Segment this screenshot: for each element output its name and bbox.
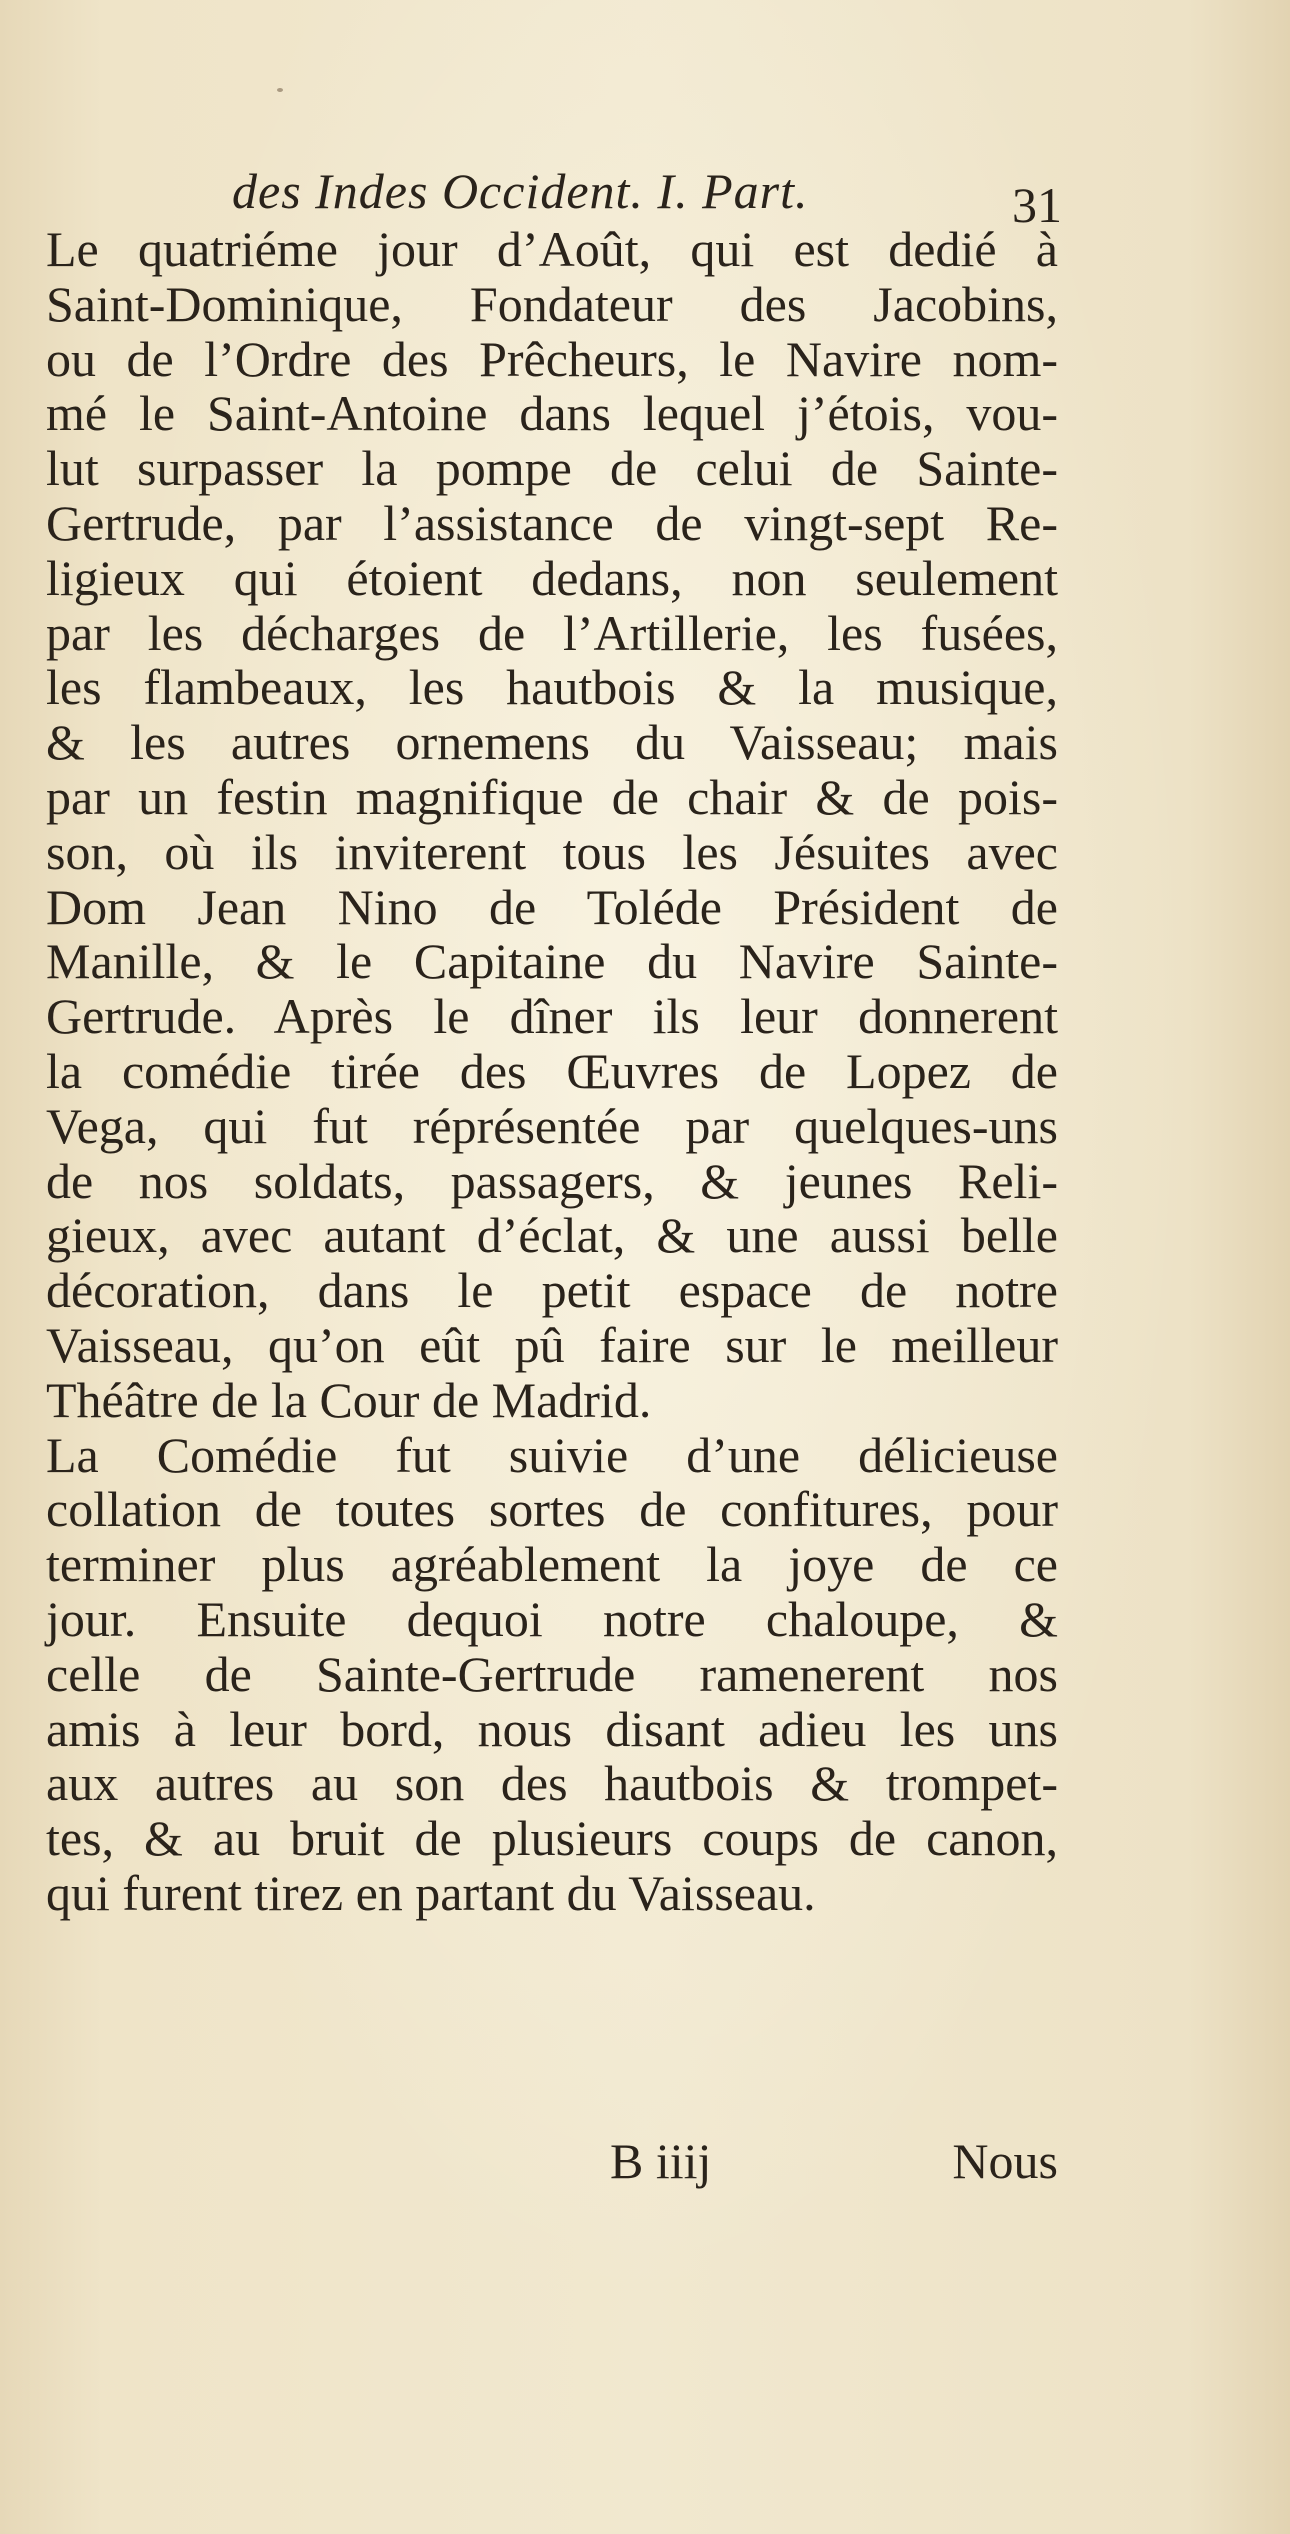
text-line: par les décharges de l’Artillerie, les fusées,	[46, 604, 1058, 661]
text-line: Le quatriéme jour d’Août, qui est dedié à	[46, 221, 1058, 277]
text-line: terminer plus agréablement la joye de ce	[46, 1536, 1058, 1593]
running-title: des Indes Occident. I. Part.	[232, 163, 809, 219]
text-line: Manille, & le Capitaine du Navire Sainte-	[46, 933, 1058, 990]
text-line: la comédie tirée des Œuvres de Lopez de	[46, 1042, 1058, 1099]
text-line: aux autres au son des hautbois & trompet-	[46, 1755, 1058, 1812]
text-line: Dom Jean Nino de Toléde Président de	[46, 878, 1058, 935]
text-line: ligieux qui étoient dedans, non seulement	[46, 549, 1058, 606]
text-line: lut surpasser la pompe de celui de Sainte-	[46, 440, 1058, 497]
text-line: son, où ils inviterent tous les Jésuites avec	[46, 823, 1058, 880]
text-line: collation de toutes sortes de confitures, pour	[46, 1481, 1058, 1538]
text-line: Saint-Dominique, Fondateur des Jacobins,	[46, 275, 1058, 332]
text-line: jour. Ensuite dequoi notre chaloupe, &	[46, 1590, 1058, 1647]
paragraph	[46, 1428, 1058, 1921]
catchword: Nous	[952, 2133, 1058, 2189]
text-line: de nos soldats, passagers, & jeunes Reli-	[46, 1152, 1058, 1209]
body-text	[46, 222, 1058, 1921]
text-line: & les autres ornemens du Vaisseau; mais	[46, 714, 1058, 771]
signature-mark: B iiij	[610, 2133, 712, 2189]
text-line: Gertrude. Après le dîner ils leur donnerent	[46, 988, 1058, 1045]
text-line: Théâtre de la Cour de Madrid.	[46, 1371, 652, 1428]
text-line: ou de l’Ordre des Prêcheurs, le Navire nom-	[46, 330, 1058, 387]
text-line: mé le Saint-Antoine dans lequel j’étois, vou-	[46, 385, 1058, 442]
text-line: La Comédie fut suivie d’une délicieuse	[46, 1426, 1058, 1483]
text-line: Vega, qui fut réprésentée par quelques-uns	[46, 1097, 1058, 1154]
text-line: qui furent tirez en partant du Vaisseau.	[46, 1864, 816, 1921]
text-line: amis à leur bord, nous disant adieu les uns	[46, 1700, 1058, 1757]
text-line: décoration, dans le petit espace de notre	[46, 1262, 1058, 1319]
page-footer	[610, 2132, 1058, 2192]
text-line: par un festin magnifique de chair & de pois-	[46, 768, 1058, 825]
ink-spot	[277, 88, 283, 92]
paragraph	[46, 222, 1058, 1428]
page-number: 31	[1012, 177, 1062, 233]
text-line: gieux, avec autant d’éclat, & une aussi belle	[46, 1207, 1058, 1264]
text-line: Vaisseau, qu’on eût pû faire sur le meilleur	[46, 1316, 1058, 1373]
text-line: celle de Sainte-Gertrude ramenerent nos	[46, 1645, 1058, 1702]
text-line: tes, & au bruit de plusieurs coups de canon,	[46, 1810, 1058, 1867]
text-line: les flambeaux, les hautbois & la musique,	[46, 659, 1058, 716]
text-line: Gertrude, par l’assistance de vingt-sept Re-	[46, 494, 1058, 551]
